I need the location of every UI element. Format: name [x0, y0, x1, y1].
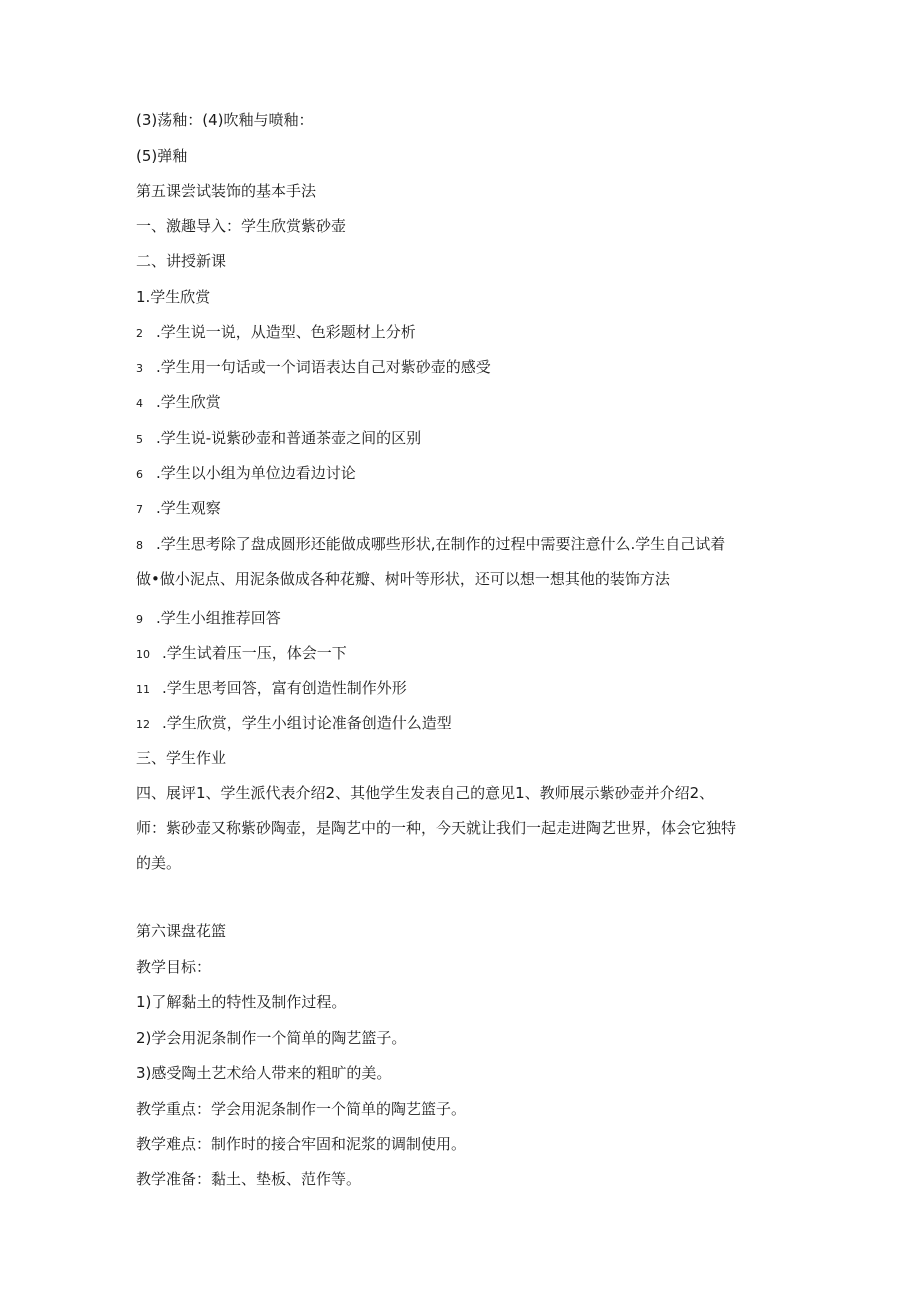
text-line: 四、展评1、学生派代表介绍2、其他学生发表自己的意见1、教师展示紫砂壶并介绍2、	[136, 784, 715, 802]
list-item: 12 .学生欣赏，学生小组讨论准备创造什么造型	[136, 714, 452, 732]
text-line: (5)弹釉	[136, 147, 188, 165]
text-line: 教学准备：黏土、垫板、范作等。	[136, 1170, 362, 1188]
item-number: 3	[136, 362, 143, 375]
list-item: 4 .学生欣赏	[136, 393, 221, 411]
item-number: 9	[136, 613, 143, 626]
text-line: 教学重点：学会用泥条制作一个简单的陶艺篮子。	[136, 1100, 467, 1118]
item-number: 12	[136, 718, 150, 731]
text-line: (3)荡釉：(4)吹釉与喷釉：	[136, 111, 314, 129]
list-item: 10 .学生试着压一压，体会一下	[136, 644, 347, 662]
lesson-heading: 第五课尝试装饰的基本手法	[136, 182, 317, 200]
list-item: 2)学会用泥条制作一个简单的陶艺篮子。	[136, 1029, 407, 1047]
item-number: 8	[136, 539, 143, 552]
item-number: 4	[136, 397, 143, 410]
text-line: 二、讲授新课	[136, 252, 227, 270]
item-number: 6	[136, 468, 143, 481]
list-item: 6 .学生以小组为单位边看边讨论	[136, 464, 356, 482]
list-item: 5 .学生说-说紫砂壶和普通茶壶之间的区别	[136, 429, 422, 447]
list-item: 8 .学生思考除了盘成圆形还能做成哪些形状,在制作的过程中需要注意什么.学生自己试着	[136, 535, 726, 553]
text-line: 的美。	[136, 854, 182, 872]
text-line: 一、激趣导入：学生欣赏紫砂壶	[136, 217, 347, 235]
list-item: 3)感受陶土艺术给人带来的粗旷的美。	[136, 1064, 392, 1082]
item-number: 7	[136, 503, 143, 516]
list-item: 2 .学生说一说，从造型、色彩题材上分析	[136, 323, 416, 341]
item-number: 11	[136, 683, 150, 696]
text-line: 师：紫砂壶又称紫砂陶壶，是陶艺中的一种，今天就让我们一起走进陶艺世界，体会它独特	[136, 819, 737, 837]
item-number: 10	[136, 648, 150, 661]
list-item: 11 .学生思考回答，富有创造性制作外形	[136, 679, 407, 697]
list-item: 3 .学生用一句话或一个词语表达自己对紫砂壶的感受	[136, 358, 491, 376]
text-line: 做•做小泥点、用泥条做成各种花瓣、树叶等形状，还可以想一想其他的装饰方法	[136, 570, 670, 588]
text-line: 教学难点：制作时的接合牢固和泥浆的调制使用。	[136, 1135, 467, 1153]
item-number: 2	[136, 327, 143, 340]
list-item: 1.学生欣赏	[136, 288, 211, 306]
list-item: 9 .学生小组推荐回答	[136, 609, 281, 627]
item-number: 5	[136, 433, 143, 446]
text-line: 三、学生作业	[136, 749, 227, 767]
lesson-heading: 第六课盘花篮	[136, 922, 227, 940]
text-line: 教学目标：	[136, 958, 212, 976]
list-item: 1)了解黏土的特性及制作过程。	[136, 993, 347, 1011]
list-item: 7 .学生观察	[136, 499, 221, 517]
